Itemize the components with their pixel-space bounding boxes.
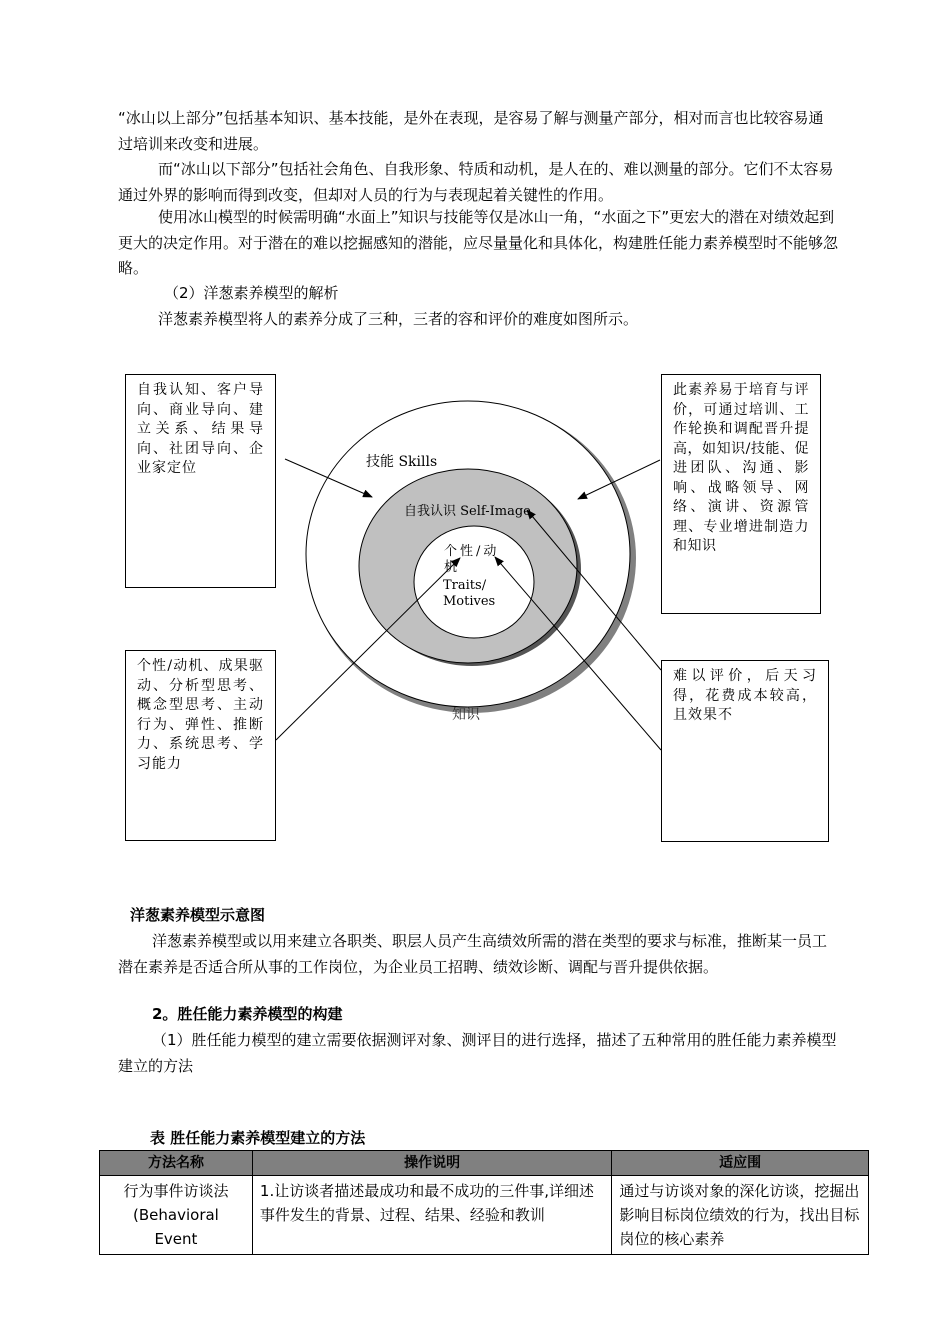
method-name-line: (Behavioral [133,1206,219,1224]
table-title: 表 胜任能力素养模型建立的方法 [150,1129,366,1147]
table-cell-method [100,1176,253,1255]
core-label-cn: 个性/动机 [444,544,500,575]
table-row [100,1176,869,1255]
box-personality-motives: 个性/动机、成果驱动、分析型思考、概念型思考、主动行为、弹性、推断力、系统思考、学习能力 [125,650,276,841]
box-self-awareness: 自我认知、客户导向、商业导向、建立关系、结果导向、社团导向、企业家定位 [125,374,276,588]
paragraph-onion-usage: 洋葱素养模型或以用来建立各职类、职层人员产生高绩效所需的潜在类型的要求与标准，推断某一员工潜在素养是否适合所从事的工作岗位，为企业员工招聘、绩效诊断、调配与晋升提供依据。 [118,932,828,976]
paragraph-iceberg-below: 而“冰山以下部分”包括社会角色、自我形象、特质和动机，是人在的、难以测量的部分。它们不太容易通过外界的影响而得到改变，但却对人员的行为与表现起着关键性的作用。 [118,160,834,204]
core-label-en-1: Traits/ [443,578,487,593]
box-hard-to-evaluate: 难以评价，后天习得，花费成本较高，且效果不 [661,660,829,842]
table-cell-scope: 通过与访谈对象的深化访谈，挖掘出影响目标岗位绩效的行为，找出目标岗位的核心素养 [612,1176,869,1255]
knowledge-label: 知识 [452,707,480,723]
method-name-line: Event [154,1230,198,1248]
section-heading-construction: 2。胜任能力素养模型的构建 [152,1005,343,1023]
middle-ring-label: 自我认识 Self-Image [404,504,531,519]
table-header-row [100,1151,869,1176]
diagram-caption: 洋葱素养模型示意图 [130,906,266,924]
table-cell-operation: 1.让访谈者描述最成功和最不成功的三件事,详细述事件发生的背景、过程、结果、经验和教训 [252,1176,611,1255]
paragraph-construction: （1）胜任能力模型的建立需要依据测评对象、测评目的进行选择，描述了五种常用的胜任能力素养模型建立的方法 [118,1031,837,1075]
core-label-en-2: Motives [443,594,496,609]
box-easy-to-develop: 此素养易于培育与评价，可通过培训、工作轮换和调配晋升提高，如知识/技能、促进团队、沟通、影响、战略领导、网络、演讲、资源管理、专业增进制造力和知识 [661,374,821,614]
methods-table [99,1150,869,1255]
section-subheading: （2）洋葱素养模型的解析 [164,284,339,302]
outer-ring-label: 技能 Skills [366,454,438,470]
paragraph-onion-intro: 洋葱素养模型将人的素养分成了三种，三者的容和评价的难度如图所示。 [158,310,639,328]
table-header-cell: 方法名称 [100,1151,253,1176]
method-name-line: 行为事件访谈法 [123,1182,229,1200]
paragraph-iceberg-usage: 使用冰山模型的时候需明确“水面上”知识与技能等仅是冰山一角，“水面之下”更宏大的潜在对绩效起到更大的决定作用。对于潜在的难以挖掘感知的潜能，应尽量量化和具体化，构建胜任能力素养模型时不能够忽略。 [118,208,839,277]
paragraph-iceberg-above: “冰山以上部分”包括基本知识、基本技能，是外在表现，是容易了解与测量产部分，相对而言也比较容易通过培训来改变和进展。 [118,109,824,153]
table-header-cell: 适应围 [612,1151,869,1176]
table-header-cell: 操作说明 [252,1151,611,1176]
